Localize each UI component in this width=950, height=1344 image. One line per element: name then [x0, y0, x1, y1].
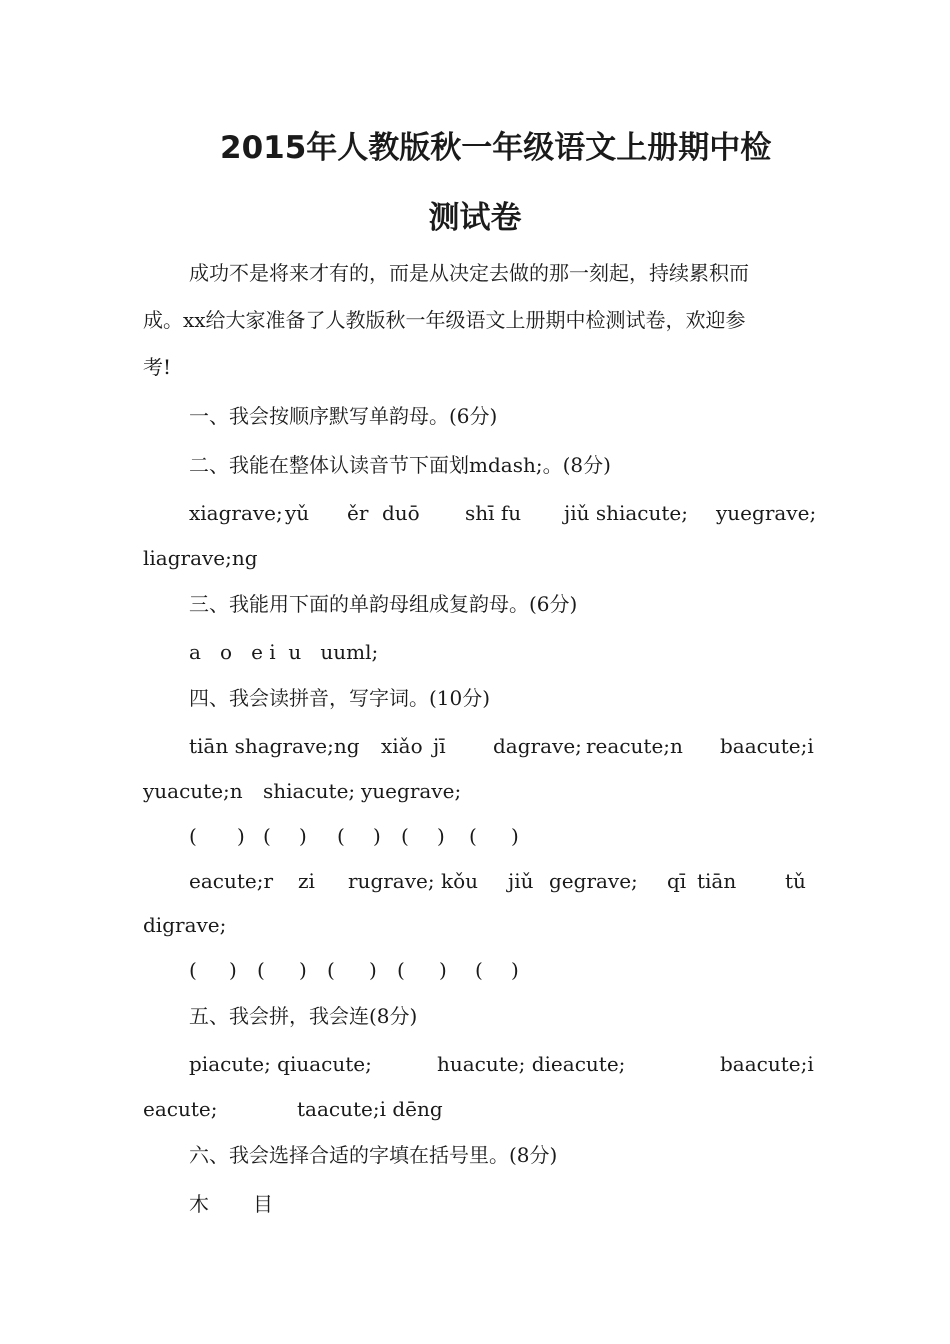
s4-r2-pinyin-6: qī	[667, 869, 687, 893]
section-2-heading: 二、我能在整体认读音节下面划mdash;。(8分)	[189, 453, 611, 477]
blank-open: (	[401, 824, 409, 848]
s5-pinyin-3: baacute;i	[720, 1052, 814, 1076]
s6-char-2: 目	[253, 1192, 273, 1216]
s4-r1-pinyin-5: reacute;n	[586, 734, 683, 758]
s4-r1-pinyin-2: xiǎo	[381, 734, 423, 758]
blank-close: )	[439, 958, 447, 982]
s5-pinyin-4: eacute;	[143, 1097, 218, 1121]
s4-r2-pinyin-2: zi	[298, 869, 315, 893]
blank-close: )	[511, 824, 519, 848]
s2-pinyin-3: ěr	[347, 501, 369, 525]
section-1-heading: 一、我会按顺序默写单韵母。(6分)	[189, 404, 498, 428]
blank-close: )	[511, 958, 519, 982]
s4-r1-pinyin-9: yuegrave;	[361, 779, 462, 803]
blank-open: (	[397, 958, 405, 982]
blank-open: (	[257, 958, 265, 982]
s4-r2-pinyin-3: rugrave; kǒu	[348, 869, 478, 893]
s2-pinyin-4: duō	[382, 501, 420, 525]
s2-pinyin-6: jiǔ shiacute;	[564, 501, 688, 525]
intro-line-2: 成。xx给大家准备了人教版秋一年级语文上册期中检测试卷，欢迎参	[143, 308, 746, 332]
section-4-heading: 四、我会读拼音，写字词。(10分)	[189, 686, 491, 710]
s5-pinyin-2: huacute; dieacute;	[437, 1052, 626, 1076]
blank-open: (	[189, 824, 197, 848]
s2-pinyin-5: shī fu	[465, 501, 522, 525]
s4-r2-pinyin-1: eacute;r	[189, 869, 274, 893]
blank-open: (	[263, 824, 271, 848]
blank-open: (	[327, 958, 335, 982]
blank-close: )	[237, 824, 245, 848]
s6-char-1: 木	[189, 1192, 209, 1216]
blank-open: (	[337, 824, 345, 848]
blank-close: )	[369, 958, 377, 982]
s2-pinyin-2: yǔ	[285, 501, 310, 525]
intro-line-3: 考!	[143, 355, 172, 379]
s5-pinyin-1: piacute; qiuacute;	[189, 1052, 372, 1076]
blank-open: (	[189, 958, 197, 982]
blank-open: (	[475, 958, 483, 982]
blank-open: (	[469, 824, 477, 848]
s4-r2-pinyin-9: digrave;	[143, 913, 227, 937]
title-line-2: 测试卷	[428, 200, 522, 236]
s5-pinyin-5: taacute;i dēng	[297, 1097, 443, 1121]
s4-r1-pinyin-4: dagrave;	[493, 734, 582, 758]
title-line-1: 2015年人教版秋一年级语文上册期中检	[220, 130, 772, 166]
s4-r1-pinyin-1: tiān shagrave;ng	[189, 734, 360, 758]
s2-pinyin-8: liagrave;ng	[143, 546, 258, 570]
blank-close: )	[373, 824, 381, 848]
s3-vowels: a o e i u uuml;	[189, 640, 379, 664]
s4-r2-pinyin-4: jiǔ	[508, 869, 534, 893]
section-3-heading: 三、我能用下面的单韵母组成复韵母。(6分)	[189, 592, 578, 616]
s4-r2-pinyin-7: tiān	[697, 869, 737, 893]
blank-close: )	[299, 824, 307, 848]
s4-r1-pinyin-7: yuacute;n	[143, 779, 243, 803]
s2-pinyin-7: yuegrave;	[716, 501, 817, 525]
s4-r2-pinyin-8: tǔ	[785, 869, 806, 893]
section-6-heading: 六、我会选择合适的字填在括号里。(8分)	[189, 1143, 558, 1167]
blank-close: )	[437, 824, 445, 848]
s4-r1-pinyin-8: shiacute;	[263, 779, 356, 803]
s4-r2-pinyin-5: gegrave;	[549, 869, 638, 893]
s4-r1-pinyin-6: baacute;i	[720, 734, 814, 758]
blank-close: )	[299, 958, 307, 982]
section-5-heading: 五、我会拼，我会连(8分)	[189, 1004, 418, 1028]
blank-close: )	[229, 958, 237, 982]
intro-line-1: 成功不是将来才有的，而是从决定去做的那一刻起，持续累积而	[189, 261, 749, 285]
s2-pinyin-1: xiagrave;	[189, 501, 283, 525]
s4-r1-pinyin-3: jī	[433, 734, 446, 758]
